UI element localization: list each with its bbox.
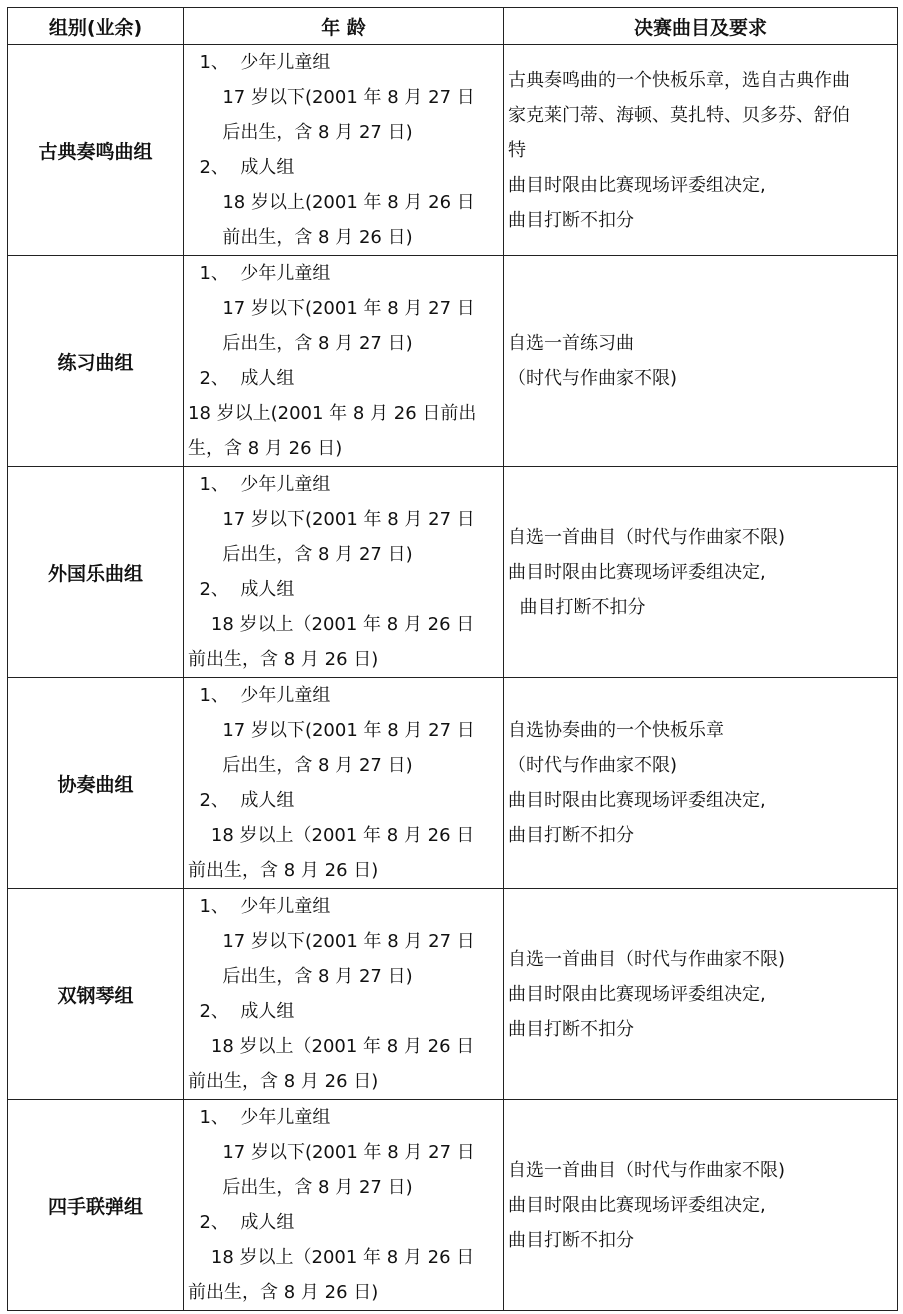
requirement-line: 自选一首练习曲 xyxy=(508,333,634,354)
age-line: 前出生，含 8 月 26 日) xyxy=(188,860,379,881)
age-line: 1、 少年儿童组 xyxy=(188,474,331,495)
age-cell xyxy=(184,678,504,889)
age-line: 后出生，含 8 月 27 日) xyxy=(188,755,413,776)
age-cell xyxy=(184,45,504,256)
table-row xyxy=(8,1100,898,1311)
header-row xyxy=(8,8,898,45)
requirements-cell xyxy=(504,889,898,1100)
age-line: 2、 成人组 xyxy=(188,1212,295,1233)
requirement-line: 自选一首曲目（时代与作曲家不限) xyxy=(508,1159,786,1181)
age-line: 2、 成人组 xyxy=(188,157,295,178)
age-line: 2、 成人组 xyxy=(188,579,295,600)
age-line: 后出生，含 8 月 27 日) xyxy=(188,333,413,354)
table-header xyxy=(8,8,898,45)
age-line: 18 岁以上（2001 年 8 月 26 日 xyxy=(188,614,475,635)
age-line: 1、 少年儿童组 xyxy=(188,1107,331,1128)
competition-table-sheet xyxy=(7,7,897,1308)
age-line: 17 岁以下(2001 年 8 月 27 日 xyxy=(188,87,475,108)
age-line: 前出生，含 8 月 26 日) xyxy=(188,1282,379,1303)
requirements-cell xyxy=(504,1100,898,1311)
table-row xyxy=(8,45,898,256)
requirements-cell xyxy=(504,45,898,256)
competition-requirements-table xyxy=(7,7,898,1311)
age-line: 18 岁以上(2001 年 8 月 26 日前出 xyxy=(188,403,477,424)
table-body xyxy=(8,45,898,1311)
requirement-line: 特 xyxy=(508,139,526,161)
requirement-line: 曲目打断不扣分 xyxy=(508,596,646,618)
age-line: 1、 少年儿童组 xyxy=(188,685,331,706)
requirement-line: 曲目时限由比赛现场评委组决定, xyxy=(508,561,766,583)
category-cell: 外国乐曲组 xyxy=(8,467,184,678)
category-cell: 古典奏鸣曲组 xyxy=(8,45,184,256)
age-line: 1、 少年儿童组 xyxy=(188,263,331,284)
age-cell xyxy=(184,256,504,467)
table-row xyxy=(8,467,898,678)
age-line: 生，含 8 月 26 日) xyxy=(188,438,343,459)
table-row xyxy=(8,889,898,1100)
requirement-line: 曲目打断不扣分 xyxy=(508,825,634,846)
requirement-line: （时代与作曲家不限) xyxy=(508,755,678,776)
category-cell: 四手联弹组 xyxy=(8,1100,184,1311)
age-line: 2、 成人组 xyxy=(188,790,295,811)
age-line: 18 岁以上(2001 年 8 月 26 日 xyxy=(188,192,475,213)
category-cell: 练习曲组 xyxy=(8,256,184,467)
age-line: 1、 少年儿童组 xyxy=(188,896,331,917)
table-row xyxy=(8,256,898,467)
age-line: 后出生，含 8 月 27 日) xyxy=(188,966,413,987)
age-cell xyxy=(184,889,504,1100)
header-requirements: 决赛曲目及要求 xyxy=(504,8,898,45)
age-line: 前出生，含 8 月 26 日) xyxy=(188,649,379,670)
requirement-line: 自选一首曲目（时代与作曲家不限) xyxy=(508,948,786,970)
requirement-line: （时代与作曲家不限) xyxy=(508,368,678,389)
age-line: 前出生，含 8 月 26 日) xyxy=(188,1071,379,1092)
requirements-cell xyxy=(504,256,898,467)
requirements-cell xyxy=(504,678,898,889)
age-line: 前出生，含 8 月 26 日) xyxy=(188,227,413,248)
age-line: 17 岁以下(2001 年 8 月 27 日 xyxy=(188,931,475,952)
age-line: 17 岁以下(2001 年 8 月 27 日 xyxy=(188,720,475,741)
age-line: 17 岁以下(2001 年 8 月 27 日 xyxy=(188,509,475,530)
requirement-line: 曲目时限由比赛现场评委组决定, xyxy=(508,1194,766,1216)
category-cell: 协奏曲组 xyxy=(8,678,184,889)
header-category: 组别(业余) xyxy=(8,8,184,45)
requirement-line: 曲目打断不扣分 xyxy=(508,209,634,231)
table-row xyxy=(8,678,898,889)
age-line: 17 岁以下(2001 年 8 月 27 日 xyxy=(188,298,475,319)
age-line: 18 岁以上（2001 年 8 月 26 日 xyxy=(188,825,475,846)
age-line: 后出生，含 8 月 27 日) xyxy=(188,122,413,143)
age-line: 后出生，含 8 月 27 日) xyxy=(188,1177,413,1198)
age-cell xyxy=(184,1100,504,1311)
age-line: 后出生，含 8 月 27 日) xyxy=(188,544,413,565)
age-line: 1、 少年儿童组 xyxy=(188,52,331,73)
requirement-line: 自选协奏曲的一个快板乐章 xyxy=(508,720,724,741)
requirements-cell xyxy=(504,467,898,678)
category-cell: 双钢琴组 xyxy=(8,889,184,1100)
requirement-line: 曲目打断不扣分 xyxy=(508,1018,634,1040)
requirement-line: 曲目打断不扣分 xyxy=(508,1229,634,1251)
requirement-line: 曲目时限由比赛现场评委组决定, xyxy=(508,174,766,196)
requirement-line: 古典奏鸣曲的一个快板乐章，选自古典作曲 xyxy=(508,69,850,91)
requirement-line: 曲目时限由比赛现场评委组决定, xyxy=(508,790,766,811)
age-line: 18 岁以上（2001 年 8 月 26 日 xyxy=(188,1036,475,1057)
age-cell xyxy=(184,467,504,678)
requirement-line: 曲目时限由比赛现场评委组决定, xyxy=(508,983,766,1005)
requirement-line: 家克莱门蒂、海顿、莫扎特、贝多芬、舒伯 xyxy=(508,104,850,126)
age-line: 17 岁以下(2001 年 8 月 27 日 xyxy=(188,1142,475,1163)
age-line: 18 岁以上（2001 年 8 月 26 日 xyxy=(188,1247,475,1268)
age-line: 2、 成人组 xyxy=(188,368,295,389)
requirement-line: 自选一首曲目（时代与作曲家不限) xyxy=(508,526,786,548)
age-line: 2、 成人组 xyxy=(188,1001,295,1022)
header-age: 年 龄 xyxy=(184,8,504,45)
